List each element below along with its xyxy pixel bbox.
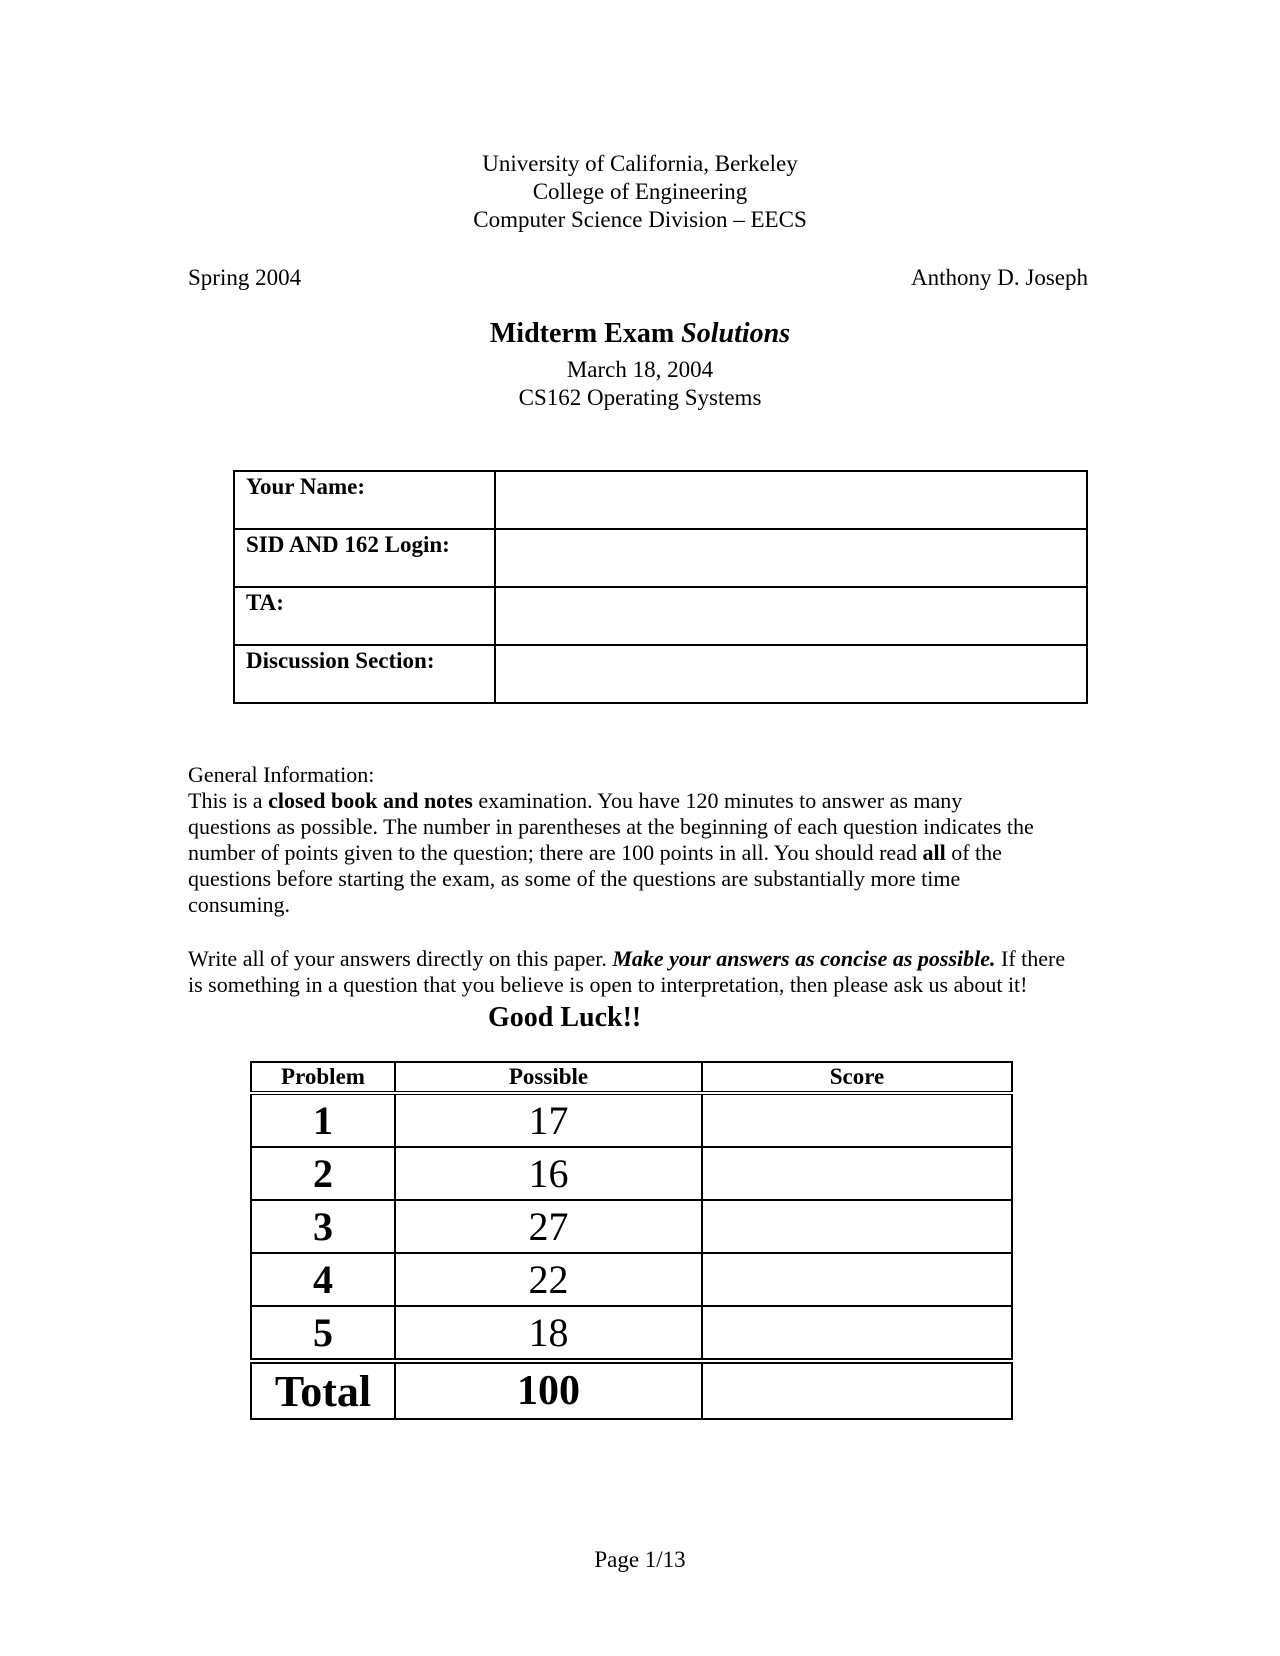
text-run-bold-italic: Make your answers as concise as possible.: [612, 946, 996, 971]
table-row: [251, 1147, 1012, 1200]
total-possible: 100: [395, 1361, 702, 1419]
general-line: [188, 840, 1123, 866]
student-info-table: [233, 470, 1088, 704]
total-label: Total: [251, 1361, 395, 1419]
column-header-possible: Possible: [395, 1062, 702, 1093]
table-row: [251, 1200, 1012, 1253]
instructions-line: [188, 946, 1123, 972]
total-row: [251, 1361, 1012, 1419]
exam-title-main: Midterm Exam: [489, 318, 675, 349]
table-row: [251, 1093, 1012, 1147]
text-run-bold: all: [922, 840, 946, 865]
total-score-cell[interactable]: [702, 1361, 1012, 1419]
score-cell[interactable]: [702, 1306, 1012, 1361]
info-row-section: [234, 645, 1087, 703]
college-name: College of Engineering: [532, 179, 748, 204]
instructions-paragraph: [188, 946, 1123, 998]
problem-number: 1: [251, 1093, 395, 1147]
info-label: Your Name:: [234, 471, 495, 529]
score-table: [250, 1061, 1013, 1420]
university-name: University of California, Berkeley: [482, 151, 798, 176]
exam-title-italic: Solutions: [681, 318, 791, 349]
possible-points: 18: [395, 1306, 702, 1361]
division-name: Computer Science Division – EECS: [473, 207, 807, 232]
general-heading: General Information:: [188, 762, 375, 787]
sid-login-field[interactable]: [495, 529, 1087, 587]
info-row-name: [234, 471, 1087, 529]
info-label: TA:: [234, 587, 495, 645]
exam-date: March 18, 2004: [566, 357, 714, 382]
possible-points: 27: [395, 1200, 702, 1253]
text-run: This is a: [188, 788, 269, 813]
text-run-bold: closed book and notes: [268, 788, 473, 813]
score-cell[interactable]: [702, 1200, 1012, 1253]
score-cell[interactable]: [702, 1147, 1012, 1200]
text-run: examination. You have 120 minutes to answer as many: [472, 788, 963, 813]
course-name: CS162 Operating Systems: [518, 385, 762, 410]
info-label: SID AND 162 Login:: [234, 529, 495, 587]
problem-number: 2: [251, 1147, 395, 1200]
instructions-line: is something in a question that you believe is open to interpretation, then please ask us about it!: [188, 972, 1028, 997]
score-cell[interactable]: [702, 1093, 1012, 1147]
info-label: Discussion Section:: [234, 645, 495, 703]
problem-number: 3: [251, 1200, 395, 1253]
score-cell[interactable]: [702, 1253, 1012, 1306]
score-table-header: [251, 1062, 1012, 1093]
your-name-field[interactable]: [495, 471, 1087, 529]
discussion-section-field[interactable]: [495, 645, 1087, 703]
general-line: consuming.: [188, 892, 291, 917]
column-header-score: Score: [702, 1062, 1012, 1093]
general-line: [188, 788, 1123, 814]
table-row: [251, 1306, 1012, 1361]
instructor: Anthony D. Joseph: [911, 265, 1088, 290]
exam-title: [0, 317, 1280, 351]
possible-points: 16: [395, 1147, 702, 1200]
text-run: If there: [995, 946, 1066, 971]
general-information: [188, 762, 1123, 918]
possible-points: 17: [395, 1093, 702, 1147]
text-run: number of points given to the question; there are 100 points in all. You should read: [188, 840, 923, 865]
text-run: Write all of your answers directly on this paper.: [188, 946, 613, 971]
info-row-sid: [234, 529, 1087, 587]
info-row-ta: [234, 587, 1087, 645]
page-number: Page 1/13: [594, 1547, 686, 1572]
ta-field[interactable]: [495, 587, 1087, 645]
problem-number: 4: [251, 1253, 395, 1306]
table-row: [251, 1253, 1012, 1306]
general-line: questions before starting the exam, as some of the questions are substantially more time: [188, 866, 961, 891]
good-luck: Good Luck!!: [488, 1002, 642, 1033]
semester: Spring 2004: [188, 265, 302, 290]
problem-number: 5: [251, 1306, 395, 1361]
column-header-problem: Problem: [251, 1062, 395, 1093]
possible-points: 22: [395, 1253, 702, 1306]
general-line: questions as possible. The number in parentheses at the beginning of each question indicates the: [188, 814, 1034, 839]
text-run: of the: [945, 840, 1002, 865]
